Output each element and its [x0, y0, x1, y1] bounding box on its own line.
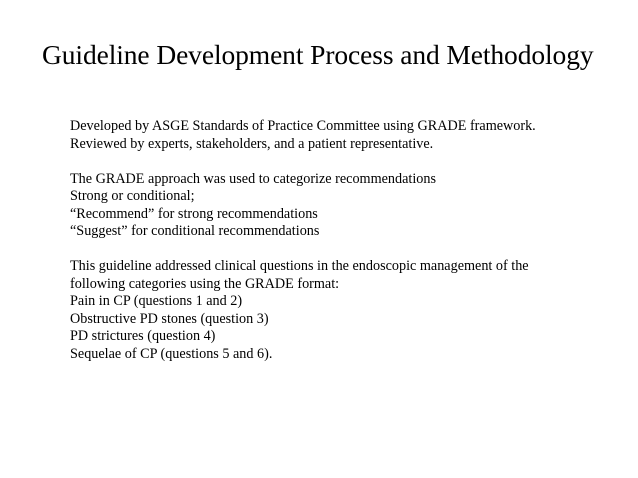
body-line: Obstructive PD stones (question 3)	[70, 310, 269, 327]
body-line: Reviewed by experts, stakeholders, and a patient representative.	[70, 135, 434, 152]
body-line: This guideline addressed clinical questions in the endoscopic management of the	[70, 258, 529, 274]
body-line: “Suggest” for conditional recommendations	[70, 223, 320, 239]
body-line: PD strictures (question 4)	[70, 328, 216, 344]
body-line: Strong or conditional;	[70, 188, 195, 204]
paragraph-grade-approach	[70, 171, 610, 241]
body-line: The GRADE approach was used to categorize recommendations	[70, 170, 436, 187]
paragraph-clinical-questions	[70, 258, 610, 363]
body-line: following categories using the GRADE format:	[70, 275, 340, 292]
slide-title: Guideline Development Process and Methodology	[42, 39, 594, 70]
body-line: Developed by ASGE Standards of Practice Committee using GRADE framework.	[70, 118, 536, 134]
body-line: “Recommend” for strong recommendations	[70, 205, 318, 222]
body-line: Pain in CP (questions 1 and 2)	[70, 293, 243, 309]
slide-body	[70, 118, 610, 381]
paragraph-methodology	[70, 118, 610, 153]
body-line: Sequelae of CP (questions 5 and 6).	[70, 345, 273, 362]
